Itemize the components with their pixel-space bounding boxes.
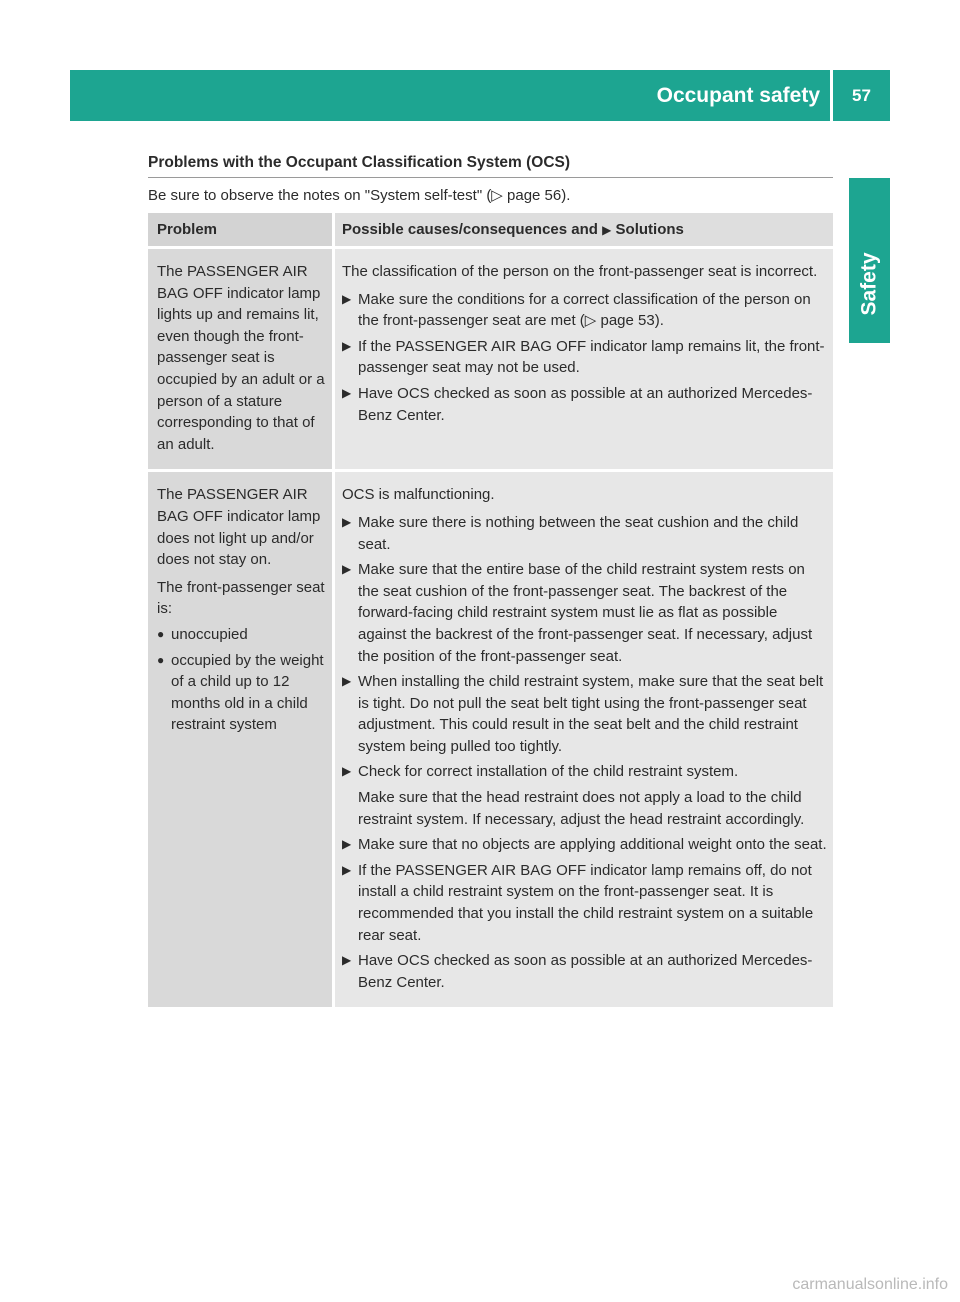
problem-text: The PASSENGER AIR BAG OFF indicator lamp lights up and remains lit, even though the front-passenger seat is occupied by an adult or a person of a stature corresponding to that of an adult. (157, 263, 325, 453)
problem-subheading: The front-passenger seat is: (157, 578, 325, 618)
step-marker-icon: ▶ (602, 223, 612, 237)
table-row (148, 472, 833, 1007)
step-item (342, 761, 829, 783)
table-header-row (148, 213, 833, 246)
step-marker-icon: ▶ (342, 953, 352, 968)
section-divider (148, 177, 833, 178)
chapter-title: Occupant safety (656, 84, 820, 107)
step-item (342, 834, 829, 856)
problem-condition-item (157, 650, 328, 736)
step-marker-icon: ▶ (342, 764, 352, 779)
bullet-dot-icon: ● (157, 626, 165, 641)
step-item (342, 289, 829, 332)
step-text: If the PASSENGER AIR BAG OFF indicator lamp remains lit, the front-passenger seat may not be used. (358, 337, 825, 377)
step-marker-icon: ▶ (342, 514, 352, 529)
problem-cell (148, 472, 332, 1007)
watermark-text: carmanualsonline.info (792, 1276, 948, 1293)
step-text: Have OCS checked as soon as possible at an authorized Mercedes-Benz Center. (358, 384, 813, 424)
header-solutions-prefix: Possible causes/consequences and (342, 221, 598, 238)
problem-text: The PASSENGER AIR BAG OFF indicator lamp does not light up and/or does not stay on. (157, 486, 321, 569)
step-marker-icon: ▶ (342, 291, 352, 306)
troubleshooting-table (148, 213, 833, 1007)
step-item (342, 383, 829, 426)
side-tab-label-wrap (849, 224, 890, 343)
step-marker-icon: ▶ (342, 862, 352, 877)
step-item (342, 512, 829, 555)
step-text: Have OCS checked as soon as possible at an authorized Mercedes-Benz Center. (358, 952, 813, 991)
page-number: 57 (852, 86, 871, 105)
step-text: Make sure there is nothing between the seat cushion and the child seat. (358, 513, 799, 553)
step-text: Make sure that the entire base of the child restraint system rests on the seat cushion of the front-passenger seat. The backrest of the forward-facing child restraint system must lie as flat as possible against the backrest of the front-passenger seat. If necessary, adjust the position of the front-passenger seat. (358, 561, 813, 665)
step-text: If the PASSENGER AIR BAG OFF indicator lamp remains off, do not install a child restraint system on the front-passenger seat. It is recommended that you install the child restraint system on a suitable rear seat. (358, 861, 814, 944)
step-text: When installing the child restraint system, make sure that the seat belt is tight. Do not pull the seat belt tight using the front-passenger seat adjustment. This could result in the seat belt and the child restraint system being pulled too tightly. (358, 673, 824, 755)
problem-cell (148, 249, 332, 469)
step-marker-icon: ▶ (342, 338, 352, 353)
step-text: Make sure that no objects are applying additional weight onto the seat. (358, 836, 827, 854)
cause-text: OCS is malfunctioning. (342, 486, 495, 504)
step-note: Make sure that the head restraint does not apply a load to the child restraint system. If necessary, adjust the head restraint accordingly. (358, 789, 805, 828)
step-text: Make sure the conditions for a correct classification of the person on the front-passenger seat are met (▷ page 53). (358, 290, 811, 330)
step-marker-icon: ▶ (342, 385, 352, 400)
page-header-bar (70, 70, 890, 121)
intro-note: Be sure to observe the notes on "System self-test" (▷ page 56). (148, 187, 571, 204)
step-marker-icon: ▶ (342, 674, 352, 689)
table-row (148, 249, 833, 469)
step-item (342, 559, 829, 667)
solution-cell (335, 249, 833, 469)
step-text: Check for correct installation of the child restraint system. (358, 763, 739, 781)
step-item (342, 671, 829, 757)
section-side-tab (849, 178, 890, 343)
cause-text: The classification of the person on the front-passenger seat is incorrect. (342, 263, 818, 280)
condition-text: occupied by the weight of a child up to 12 months old in a child restraint system (171, 651, 324, 734)
step-item (342, 950, 829, 993)
header-problem: Problem (148, 213, 332, 246)
step-marker-icon: ▶ (342, 562, 352, 577)
condition-text: unoccupied (171, 625, 248, 643)
problem-condition-item (157, 624, 328, 646)
side-tab-label: Safety (857, 251, 881, 316)
step-marker-icon: ▶ (342, 837, 352, 852)
bullet-dot-icon: ● (157, 652, 165, 667)
header-solutions-suffix: Solutions (615, 221, 684, 238)
header-solutions (335, 213, 833, 246)
step-item (342, 860, 829, 946)
side-tab-marker (849, 178, 890, 224)
section-title: Problems with the Occupant Classification System (OCS) (148, 154, 571, 171)
step-item (342, 336, 829, 379)
solution-cell (335, 472, 833, 1007)
